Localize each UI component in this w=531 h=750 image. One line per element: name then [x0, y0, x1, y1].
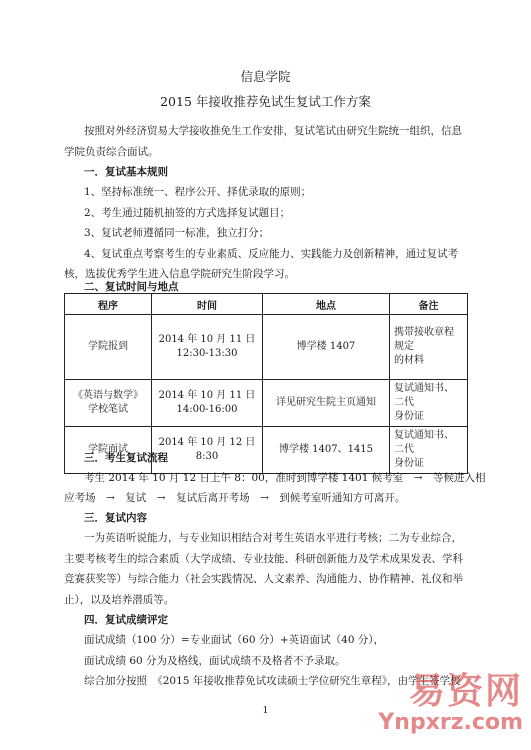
time-range: 8:30	[195, 451, 219, 462]
place-cell: 博学楼 1407	[263, 315, 390, 380]
section1-heading: 一．复试基本规则	[84, 166, 168, 178]
watermark-url: Ynpxrz.com	[378, 710, 523, 735]
rule-item: 2、考生通过随机抽签的方式选择复试题目；	[84, 207, 291, 219]
note-cell	[390, 380, 468, 427]
table-row	[65, 315, 468, 380]
rule-item: 3、复试老师遵循同一标准，独立打分；	[84, 227, 270, 239]
time-date: 2014 年 10 月 11 日	[158, 334, 256, 345]
procedure-cell: 学院面试	[65, 427, 152, 474]
table-row	[65, 427, 468, 474]
document-title: 2015 年接收推荐免试生复试工作方案	[160, 94, 371, 109]
column-header: 时间	[152, 294, 263, 315]
score-line-2: 面试成绩 60 分为及格线，面试成绩不及格者不予录取。	[84, 655, 346, 667]
score-line-3: 综合加分按照 《2015 年接收推荐免试攻读硕士学位研究生章程》，由学生签学校	[84, 675, 461, 687]
table-row	[65, 380, 468, 427]
procedure-cell	[65, 380, 152, 427]
time-range: 14:00-16:00	[176, 404, 238, 415]
schedule-table	[64, 293, 468, 474]
note-line: 复试通知书、二代	[394, 383, 454, 408]
note-line: 复试通知书、二代	[394, 430, 454, 455]
content-line-4: 止），以及培养潜质等。	[64, 594, 175, 606]
place-cell: 博学楼 1407、1415	[263, 427, 390, 474]
section2-heading: 二、复试时间与地点	[84, 281, 179, 293]
rule-item-4-line-2: 核，选拔优秀学生进入信息学院研究生阶段学习。	[64, 268, 295, 280]
section3-heading: 三．考生复试流程	[84, 452, 168, 464]
section4-heading: 三．复试内容	[84, 512, 147, 524]
place-cell: 详见研究生院主页通知	[263, 380, 390, 427]
note-line: 携带接收章程规定	[394, 327, 454, 352]
column-header: 程序	[65, 294, 152, 315]
note-line: 身份证	[394, 411, 424, 422]
table-header-row	[65, 294, 468, 315]
intro-line-1: 按照对外经济贸易大学接收推免生工作安排，复试笔试由研究生院统一组织，信息	[84, 125, 462, 137]
institution-name: 信息学院	[240, 69, 291, 84]
procedure-line: 学校笔试	[88, 404, 128, 415]
note-line: 的材料	[394, 355, 424, 366]
time-cell	[152, 315, 263, 380]
note-cell	[390, 427, 468, 474]
rule-item-4-line-1: 4、复试重点考察考生的专业素质、反应能力、实践能力及创新精神，通过复试考	[84, 248, 459, 260]
process-line-2: 应考场 → 复试 → 复试后离开考场 → 到候考室听通知方可离开。	[64, 492, 406, 504]
time-cell	[152, 380, 263, 427]
content-line-1: 一为英语听说能力，与专业知识相结合对考生英语水平进行考核；二为专业综合，	[84, 532, 462, 544]
content-line-3: 竞赛获奖等）与综合能力（社会实践情况、人文素养、沟通能力、协作精神、礼仪和举	[64, 573, 463, 585]
time-range: 12:30-13:30	[176, 348, 238, 359]
column-header: 备注	[390, 294, 468, 315]
note-line: 身份证	[394, 458, 424, 469]
time-date: 2014 年 10 月 11 日	[158, 390, 256, 401]
note-cell	[390, 315, 468, 380]
section5-heading: 四．复试成绩评定	[84, 614, 168, 626]
watermark-logo-text: 易资网	[408, 671, 523, 712]
procedure-cell: 学院报到	[65, 315, 152, 380]
process-line-1: 考生 2014 年 10 月 12 日上午 8：00，准时到博学楼 1401 候考室 → 等候进入相	[84, 472, 486, 484]
score-line-1: 面试成绩（100 分）=专业面试（60 分）+英语面试（40 分），	[84, 634, 385, 646]
rule-item: 1、坚持标准统一、程序公开、择优录取的原则；	[84, 186, 312, 198]
column-header: 地点	[263, 294, 390, 315]
content-line-2: 主要考核考生的综合素质（大学成绩、专业技能、科研创新能力及学术成果发表、学科	[64, 553, 463, 565]
time-cell	[152, 427, 263, 474]
procedure-line: 《英语与数学》	[73, 390, 143, 401]
page-number: 1	[262, 706, 269, 716]
intro-line-2: 学院负责综合面试。	[64, 146, 159, 158]
time-date: 2014 年 10 月 12 日	[158, 437, 256, 448]
